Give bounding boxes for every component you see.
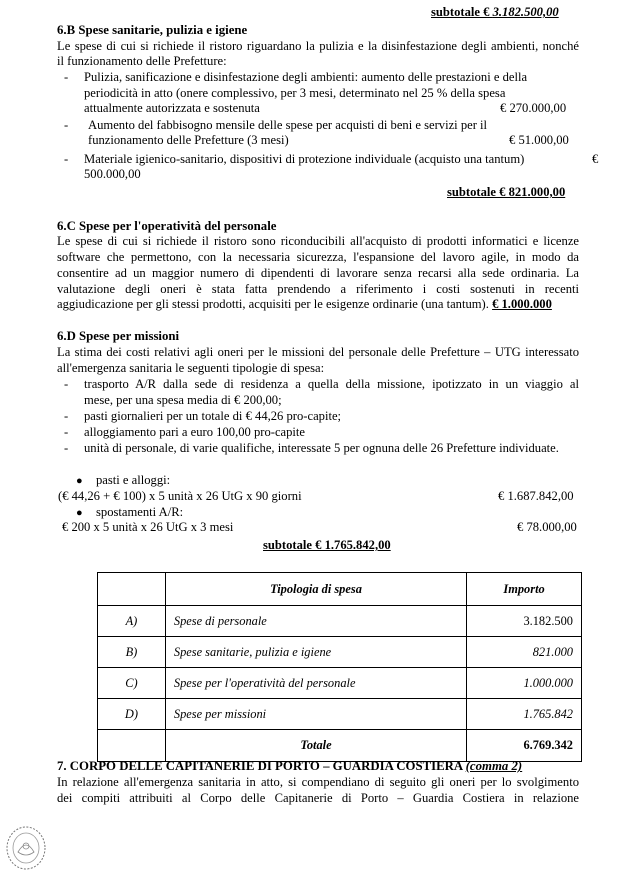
- list-dash: -: [64, 425, 69, 439]
- table-header-row: [98, 573, 582, 606]
- section-6c-line-3: consentire ad un maggior numero di dipendenti di lavorare senza recarsi alla sede ordinaria. La: [57, 266, 579, 280]
- table-total-amount: 6.769.342: [467, 730, 582, 762]
- section-6c-line-1: Le spese di cui si richiede il ristoro sono riconducibili all'acquisto di prodotti informatici e licenze: [57, 234, 579, 248]
- section-6b-item-2-line-2: funzionamento delle Prefetture (3 mesi): [88, 133, 289, 147]
- section-6b-item-3-amount-symbol: €: [592, 152, 599, 166]
- table-total-row: [98, 730, 582, 762]
- table-row: [98, 699, 582, 730]
- list-dash: -: [64, 152, 69, 166]
- header-subtotal-amount: 3.182.500,00: [492, 5, 559, 19]
- section-6d-calc-2-amount: € 78.000,00: [517, 520, 577, 534]
- section-6d-calc-2-formula: € 200 x 5 unità x 26 UtG x 3 mesi: [62, 520, 234, 534]
- section-7-comma: (comma 2): [465, 759, 523, 773]
- section-6b-intro-line-1: Le spese di cui si richiede il ristoro riguardano la pulizia e la disinfestazione degli ambienti, nonché: [57, 39, 579, 53]
- table-cell-label: Spese di personale: [165, 606, 466, 637]
- table-cell-letter: B): [98, 637, 166, 668]
- bullet-icon: ●: [76, 507, 83, 519]
- section-6d-item-1-line-1: trasporto A/R dalla sede di residenza a quella della missione, ipotizzato in un viaggio al: [84, 377, 579, 391]
- table-row: [98, 637, 582, 668]
- table-total-label: Totale: [165, 730, 466, 762]
- table-row: [98, 668, 582, 699]
- table-cell-letter: A): [98, 606, 166, 637]
- list-dash: -: [64, 70, 69, 84]
- section-6d-calc-1-amount: € 1.687.842,00: [498, 489, 574, 503]
- section-7-line-2: dei compiti attribuiti al Corpo delle Capitanerie di Porto – Guardia Costiera in relazione: [57, 791, 579, 805]
- section-6b-item-1-amount: € 270.000,00: [500, 101, 567, 115]
- table-cell-amount: 3.182.500: [467, 606, 582, 637]
- section-6d-calc-2-label: spostamenti A/R:: [96, 505, 184, 519]
- section-6c-line-5: aggiudicazione per gli stessi prodotti, acquisiti per le esigenze ordinarie (una tantum). € 1.000.000: [57, 297, 552, 311]
- table-cell-label: Spese per l'operatività del personale: [165, 668, 466, 699]
- section-6b-item-3-line-2: 500.000,00: [84, 167, 141, 181]
- section-6c-title: 6.C Spese per l'operatività del personale: [57, 219, 277, 233]
- section-6c-line-2: software che permettono, con la necessaria sicurezza, l'espansione del lavoro agile, in modo da: [57, 250, 579, 264]
- list-dash: -: [64, 409, 69, 423]
- table-cell-amount: 1.765.842: [467, 699, 582, 730]
- list-dash: -: [64, 441, 69, 455]
- table-cell-label: Spese per missioni: [165, 699, 466, 730]
- table-cell-amount: 1.000.000: [467, 668, 582, 699]
- list-dash: -: [64, 118, 69, 132]
- section-6d-item-3: alloggiamento pari a euro 100,00 pro-capite: [84, 425, 306, 439]
- section-6d-intro-line-2: all'emergenza sanitaria le seguenti tipologie di spesa:: [57, 361, 325, 375]
- section-6c-line-4: valutazione degli oneri è stata fatta prendendo a riferimento i costi sostenuti in recenti: [57, 282, 579, 296]
- section-6d-item-1-line-2: mese, per una spesa media di € 200,00;: [84, 393, 282, 407]
- section-6d-intro-line-1: La stima dei costi relativi agli oneri per le missioni del personale delle Prefetture – UTG interessato: [57, 345, 579, 359]
- table-cell-label: Spese sanitarie, pulizia e igiene: [165, 637, 466, 668]
- section-6d-calc-1-formula: (€ 44,26 + € 100) x 5 unità x 26 UtG x 90 giorni: [58, 489, 302, 503]
- section-6b-item-1-line-2: periodicità in atto (onere complessivo, per 3 mesi, determinato nel 25 % della spesa: [84, 86, 506, 100]
- table-cell-amount: 821.000: [467, 637, 582, 668]
- section-6b-item-2-line-1: Aumento del fabbisogno mensile delle spese per acquisti di beni e servizi per il: [88, 118, 488, 132]
- section-6d-calc-1-label: pasti e alloggi:: [96, 473, 171, 487]
- section-6c-amount: € 1.000.000: [492, 297, 552, 311]
- section-6d-item-2: pasti giornalieri per un totale di € 44,26 pro-capite;: [84, 409, 342, 423]
- section-7-line-1: In relazione all'emergenza sanitaria in atto, si compendiano di seguito gli oneri per lo svolgimento: [57, 775, 579, 789]
- summary-table: [97, 572, 582, 762]
- section-6b-title: 6.B Spese sanitarie, pulizia e igiene: [57, 23, 248, 37]
- header-subtotal: subtotale € 3.182.500,00: [431, 5, 559, 19]
- section-6d-item-4: unità di personale, di varie qualifiche, interessate 5 per ognuna delle 26 Prefetture individuate.: [84, 441, 559, 455]
- table-cell-letter: D): [98, 699, 166, 730]
- seal-stamp-icon: [4, 824, 48, 872]
- table-row: [98, 606, 582, 637]
- table-cell-letter: C): [98, 668, 166, 699]
- section-6d-title: 6.D Spese per missioni: [57, 329, 180, 343]
- section-6b-item-2-amount: € 51.000,00: [509, 133, 569, 147]
- list-dash: -: [64, 377, 69, 391]
- bullet-icon: ●: [76, 475, 83, 487]
- section-6b-intro-line-2: il funzionamento delle Prefetture:: [57, 54, 227, 68]
- table-header-importo: Importo: [467, 573, 582, 606]
- section-6b-item-1-line-3: attualmente autorizzata e sostenuta: [84, 101, 260, 115]
- section-6b-item-1-line-1: Pulizia, sanificazione e disinfestazione degli ambienti: aumento delle prestazioni e della: [84, 70, 528, 84]
- section-6d-subtotal: subtotale € 1.765.842,00: [263, 538, 391, 552]
- section-6b-item-3-line-1: Materiale igienico-sanitario, dispositivi di protezione individuale (acquisto una tantum): [84, 152, 525, 166]
- section-7-title: 7. CORPO DELLE CAPITANERIE DI PORTO – GUARDIA COSTIERA (comma 2): [57, 759, 523, 773]
- table-header-tipologia: Tipologia di spesa: [165, 573, 466, 606]
- section-6b-subtotal: subtotale € 821.000,00: [447, 185, 566, 199]
